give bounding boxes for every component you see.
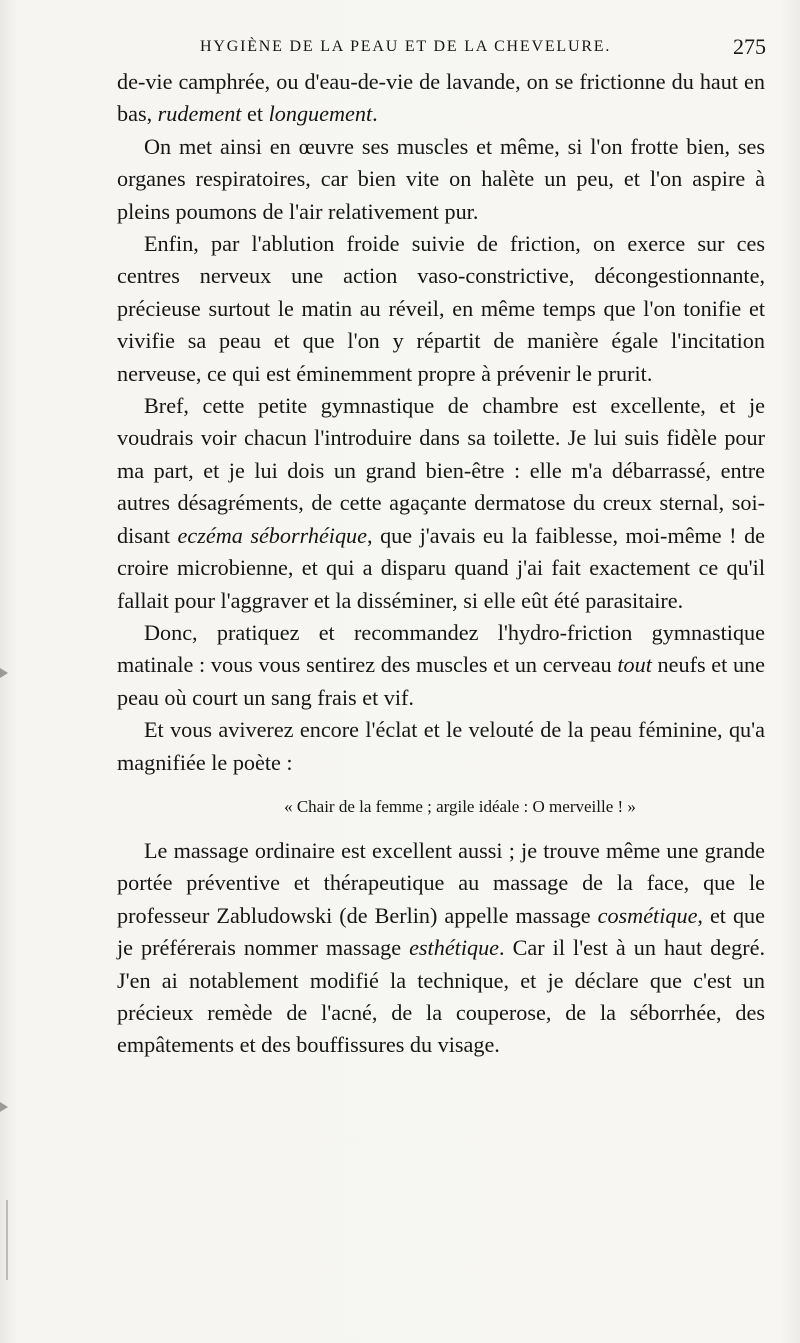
text-run: Bref, cette petite gymnastique de chambre est excellente, et je voudrais voir chacun l'introduire dans sa toilette. Je lui suis fidèle pour ma part, et je lui dois un grand bien-être : elle m'a débarrassé, entre autres désagréments, de cette agaçante dermatose du creux sternal, soi-disant (117, 393, 765, 548)
emphasis: longuement (268, 101, 373, 127)
paragraph-4 (117, 390, 765, 617)
paragraph-3: Enfin, par l'ablution froide suivie de friction, on exerce sur ces centres nerveux une action vaso-constrictive, décongestionnante, précieuse surtout le matin au réveil, en même temps que l'on tonifie et vivifie sa peau et que l'on y répartit de manière égale l'incitation nerveuse, ce qui est éminemment propre à prévenir le prurit. (117, 231, 765, 386)
margin-scratch (6, 1200, 8, 1280)
text-run: , que j'avais eu la faiblesse, moi-même ! de croire microbienne, et qui a disparu quand j'ai fait exactement ce qu'il fallait pour l'aggraver et la disséminer, si elle eût été parasitaire. (117, 522, 766, 613)
page-header (200, 34, 766, 64)
text-run: . Car il l'est à un haut degré. J'en ai notablement modifié la technique, et je déclare que c'est un précieux remède de l'acné, de la couperose, de la séborrhée, des empâtements et des bouffissures du visage. (117, 935, 765, 1058)
emphasis: rudement (157, 101, 242, 127)
text-run: de-vie camphrée, ou d'eau-de-vie de lavande, on se frictionne du haut en bas, (117, 69, 765, 127)
paragraph-2: On met ainsi en œuvre ses muscles et même, si l'on frotte bien, ses organes respiratoires, car bien vite on halète un peu, et l'on aspire à pleins poumons de l'air relativement pur. (117, 133, 765, 224)
emphasis: cosmétique (597, 902, 698, 928)
text-run: neufs et une peau où court un sang frais et vif. (117, 652, 766, 710)
page-number: 275 (733, 34, 766, 59)
text-run: et (241, 101, 269, 127)
paragraph-5 (117, 617, 765, 714)
body-text (117, 66, 765, 1062)
emphasis: eczéma séborrhéique (177, 522, 368, 548)
margin-mark (0, 668, 8, 678)
paragraph-7 (117, 835, 765, 1062)
paragraph-6: Et vous aviverez encore l'éclat et le velouté de la peau féminine, qu'a magnifiée le poète : (117, 717, 765, 775)
running-head: HYGIÈNE DE LA PEAU ET DE LA CHEVELURE. (200, 38, 612, 55)
emphasis: esthétique (409, 935, 500, 961)
paragraph-1 (117, 66, 765, 131)
text-run: Donc, pratiquez et recommandez l'hydro-friction gymnastique matinale : vous vous sentirez des muscles et un cerveau (117, 619, 765, 678)
text-run: . (372, 101, 378, 127)
text-run: , et que je préférerais nommer massage (117, 902, 765, 961)
poem-quote: « Chair de la femme ; argile idéale : O merveille ! » (284, 796, 636, 816)
emphasis: tout (617, 652, 652, 678)
margin-mark (0, 1102, 8, 1112)
text-run: Le massage ordinaire est excellent aussi ; je trouve même une grande portée préventive et thérapeutique au massage de la face, que le professeur Zabludowski (de Berlin) appelle massage (117, 837, 765, 928)
